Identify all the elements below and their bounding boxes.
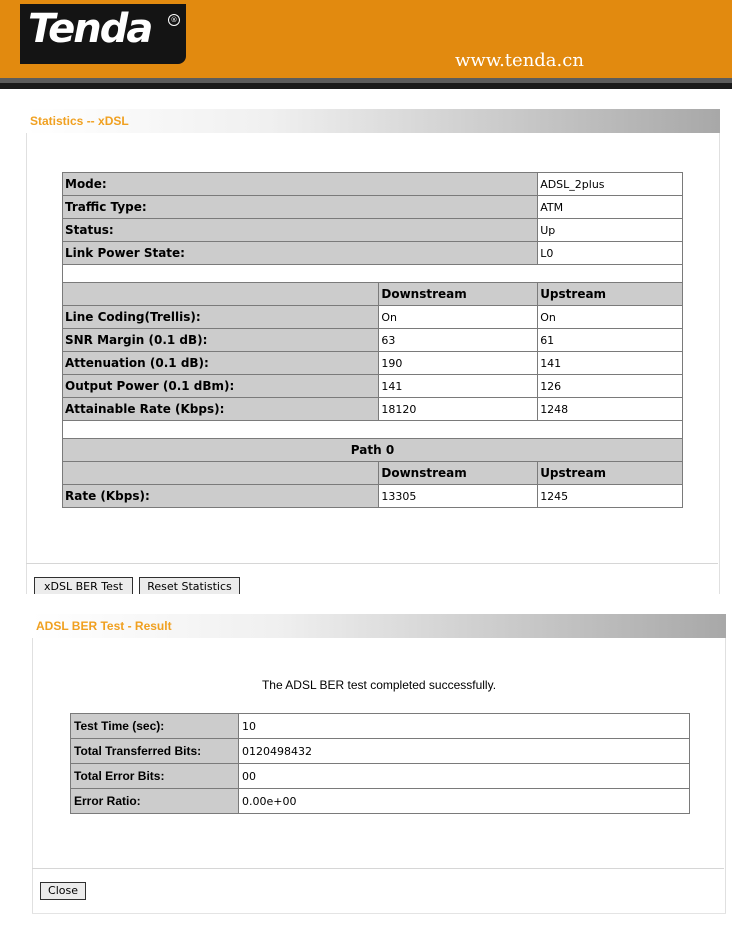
line-coding-label: Line Coding(Trellis): bbox=[63, 306, 379, 329]
link-power-state-label: Link Power State: bbox=[63, 242, 538, 265]
table-row bbox=[63, 329, 683, 352]
output-power-label: Output Power (0.1 dBm): bbox=[63, 375, 379, 398]
stats-divider bbox=[26, 563, 718, 564]
header-empty-cell bbox=[63, 462, 379, 485]
column-header-row bbox=[63, 283, 683, 306]
column-header-row bbox=[63, 462, 683, 485]
xdsl-stats-table bbox=[62, 172, 683, 508]
upstream-header: Upstream bbox=[538, 462, 683, 485]
status-value: Up bbox=[538, 219, 683, 242]
mode-value: ADSL_2plus bbox=[538, 173, 683, 196]
ber-bottom-edge bbox=[32, 913, 726, 914]
ber-title-bar bbox=[32, 614, 726, 638]
spacer-cell bbox=[63, 265, 683, 283]
ber-divider bbox=[32, 868, 724, 869]
output-power-down: 141 bbox=[379, 375, 538, 398]
attainable-rate-up: 1248 bbox=[538, 398, 683, 421]
table-row bbox=[63, 173, 683, 196]
path-header-row bbox=[63, 439, 683, 462]
rate-up: 1245 bbox=[538, 485, 683, 508]
test-time-value: 10 bbox=[239, 714, 690, 739]
table-row bbox=[63, 485, 683, 508]
reset-statistics-button[interactable]: Reset Statistics bbox=[139, 577, 240, 596]
table-row bbox=[63, 306, 683, 329]
registered-mark-icon: ® bbox=[168, 14, 180, 26]
snr-margin-up: 61 bbox=[538, 329, 683, 352]
spacer-row bbox=[63, 421, 683, 439]
table-row bbox=[71, 739, 690, 764]
attenuation-up: 141 bbox=[538, 352, 683, 375]
xdsl-ber-test-button[interactable]: xDSL BER Test bbox=[34, 577, 133, 596]
tenda-logo bbox=[20, 4, 186, 64]
page-break bbox=[0, 594, 732, 606]
logo-text: Tenda bbox=[28, 6, 152, 52]
total-transferred-bits-value: 0120498432 bbox=[239, 739, 690, 764]
snr-margin-label: SNR Margin (0.1 dB): bbox=[63, 329, 379, 352]
error-ratio-value: 0.00e+00 bbox=[239, 789, 690, 814]
attenuation-down: 190 bbox=[379, 352, 538, 375]
spacer-cell bbox=[63, 421, 683, 439]
header-banner bbox=[0, 0, 732, 78]
line-coding-up: On bbox=[538, 306, 683, 329]
path-title: Path 0 bbox=[63, 439, 683, 462]
downstream-header: Downstream bbox=[379, 462, 538, 485]
rate-label: Rate (Kbps): bbox=[63, 485, 379, 508]
table-row bbox=[63, 352, 683, 375]
test-time-label: Test Time (sec): bbox=[71, 714, 239, 739]
attenuation-label: Attenuation (0.1 dB): bbox=[63, 352, 379, 375]
total-transferred-bits-label: Total Transferred Bits: bbox=[71, 739, 239, 764]
table-row bbox=[71, 764, 690, 789]
snr-margin-down: 63 bbox=[379, 329, 538, 352]
site-url: www.tenda.cn bbox=[455, 50, 584, 71]
table-row bbox=[63, 196, 683, 219]
total-error-bits-label: Total Error Bits: bbox=[71, 764, 239, 789]
ber-result-table bbox=[70, 713, 690, 814]
ber-success-message: The ADSL BER test completed successfully. bbox=[261, 678, 497, 692]
error-ratio-label: Error Ratio: bbox=[71, 789, 239, 814]
ber-panel-title: ADSL BER Test - Result bbox=[36, 619, 172, 633]
traffic-type-value: ATM bbox=[538, 196, 683, 219]
total-error-bits-value: 00 bbox=[239, 764, 690, 789]
table-row bbox=[63, 219, 683, 242]
stats-title-bar bbox=[26, 109, 720, 133]
stats-panel-title: Statistics -- xDSL bbox=[30, 114, 129, 128]
attainable-rate-label: Attainable Rate (Kbps): bbox=[63, 398, 379, 421]
downstream-header: Downstream bbox=[379, 283, 538, 306]
line-coding-down: On bbox=[379, 306, 538, 329]
status-label: Status: bbox=[63, 219, 538, 242]
attainable-rate-down: 18120 bbox=[379, 398, 538, 421]
spacer-row bbox=[63, 265, 683, 283]
table-row bbox=[71, 789, 690, 814]
output-power-up: 126 bbox=[538, 375, 683, 398]
upstream-header: Upstream bbox=[538, 283, 683, 306]
link-power-state-value: L0 bbox=[538, 242, 683, 265]
header-stripe-dark bbox=[0, 83, 732, 89]
mode-label: Mode: bbox=[63, 173, 538, 196]
rate-down: 13305 bbox=[379, 485, 538, 508]
table-row bbox=[63, 375, 683, 398]
traffic-type-label: Traffic Type: bbox=[63, 196, 538, 219]
table-row bbox=[63, 398, 683, 421]
close-button[interactable]: Close bbox=[40, 882, 86, 900]
table-row bbox=[63, 242, 683, 265]
header-empty-cell bbox=[63, 283, 379, 306]
table-row bbox=[71, 714, 690, 739]
